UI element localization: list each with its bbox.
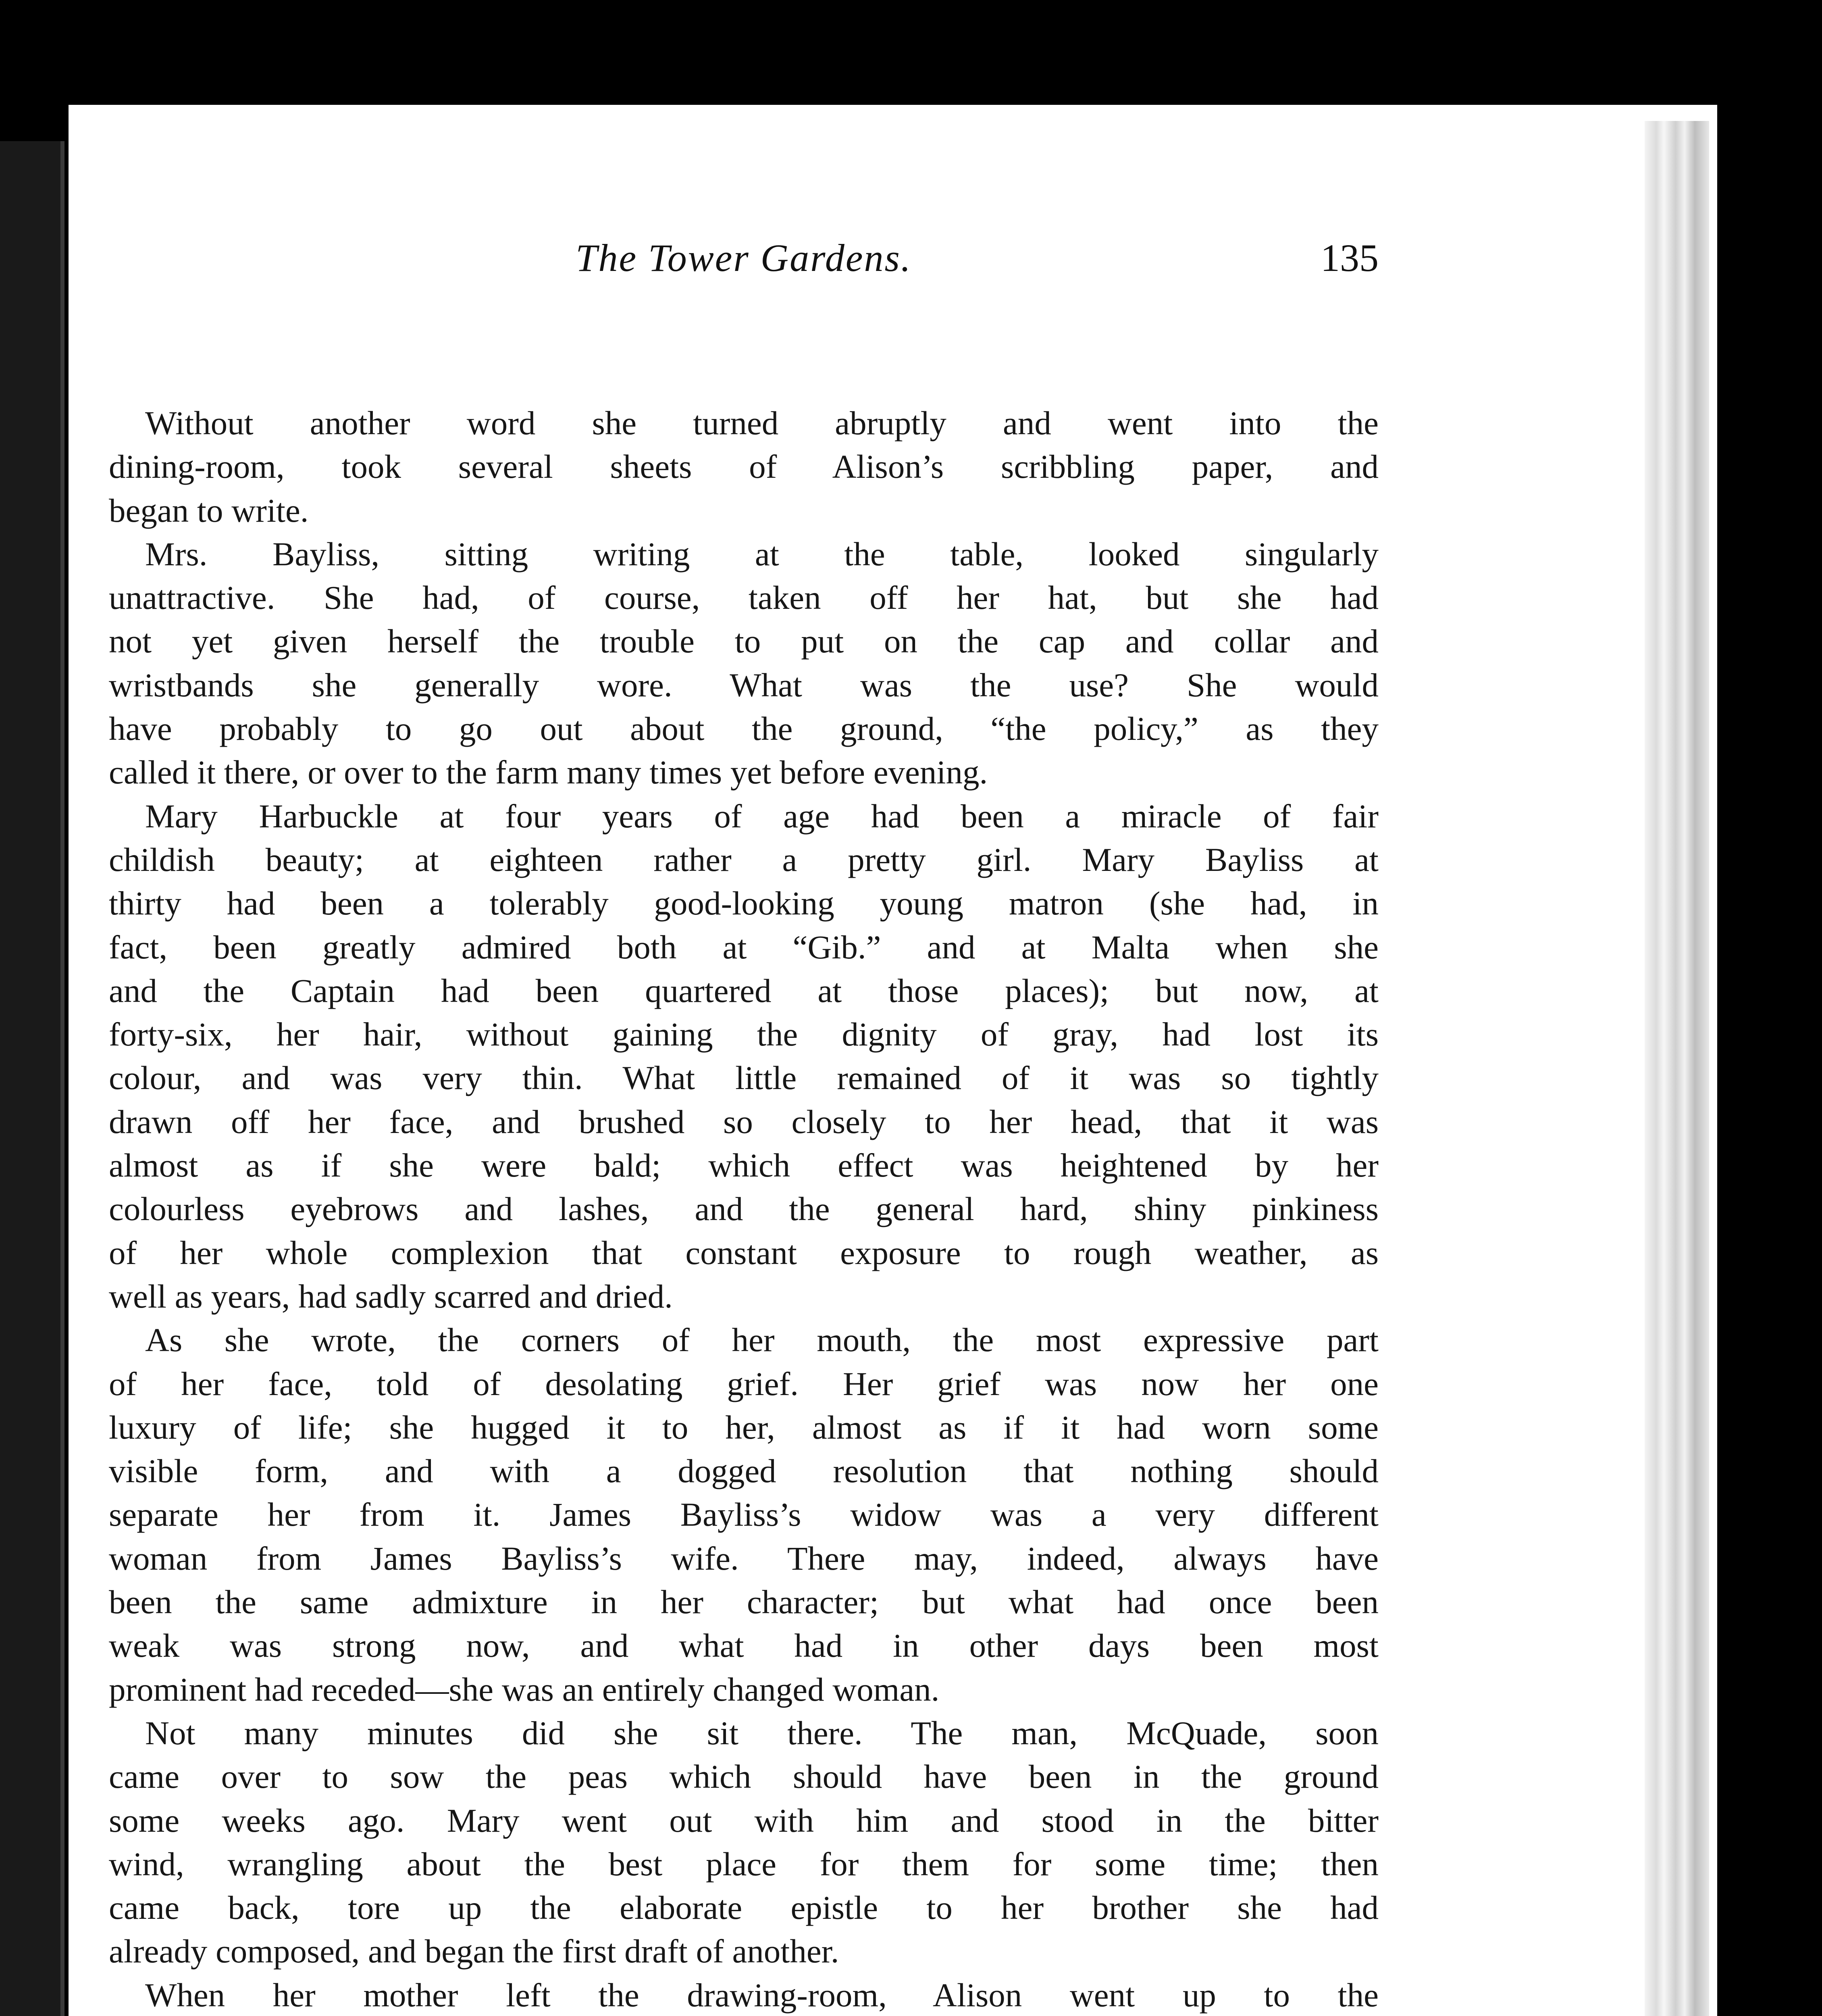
text-line: colourless eyebrows and lashes, and the general hard, shiny pinkiness	[109, 1190, 1379, 1228]
text-line: not yet given herself the trouble to put on the cap and collar and	[109, 623, 1379, 660]
text-line: As she wrote, the corners of her mouth, the most expressive part	[145, 1321, 1379, 1359]
text-line: prominent had receded—she was an entirely changed woman.	[109, 1670, 940, 1708]
text-line: wind, wrangling about the best place for them for some time; then	[109, 1845, 1379, 1883]
page-number: 135	[1321, 236, 1379, 279]
text-line: called it there, or over to the farm many times yet before evening.	[109, 754, 988, 791]
running-head	[109, 220, 1379, 296]
text-line: already composed, and began the first draft of another.	[109, 1933, 839, 1970]
text-line: visible form, and with a dogged resolution that nothing should	[109, 1452, 1379, 1490]
text-line: Mary Harbuckle at four years of age had been a miracle of fair	[145, 797, 1379, 835]
text-line: some weeks ago. Mary went out with him and stood in the bitter	[109, 1801, 1379, 1839]
text-line: luxury of life; she hugged it to her, almost as if it had worn some	[109, 1408, 1379, 1446]
text-line: weak was strong now, and what had in other days been most	[109, 1627, 1379, 1664]
text-line: of her face, told of desolating grief. Her grief was now her one	[109, 1365, 1379, 1402]
text-line: colour, and was very thin. What little remained of it was so tightly	[109, 1059, 1379, 1097]
text-line: When her mother left the drawing-room, Alison went up to the	[145, 1976, 1379, 2014]
text-line: drawn off her face, and brushed so closely to her head, that it was	[109, 1103, 1379, 1140]
facing-page-edge	[0, 141, 64, 2016]
text-line: Not many minutes did she sit there. The man, McQuade, soon	[145, 1714, 1379, 1752]
text-line: unattractive. She had, of course, taken off her hat, but she had	[109, 579, 1379, 616]
text-line: wristbands she generally wore. What was the use? She would	[109, 666, 1379, 704]
text-line: fact, been greatly admired both at “Gib.” and at Malta when she	[109, 928, 1379, 966]
text-line: and the Captain had been quartered at those places); but now, at	[109, 972, 1379, 1009]
text-line: Without another word she turned abruptly and went into the	[145, 404, 1379, 442]
running-head-title: The Tower Gardens.	[576, 236, 912, 279]
text-line: separate her from it. James Bayliss’s widow was a very different	[109, 1496, 1379, 1533]
text-line: Mrs. Bayliss, sitting writing at the table, looked singularly	[145, 535, 1379, 573]
page-fore-edge	[1645, 121, 1709, 2016]
text-line: came over to sow the peas which should have been in the ground	[109, 1758, 1379, 1795]
text-line: well as years, had sadly scarred and dried.	[109, 1277, 673, 1315]
text-line: been the same admixture in her character; but what had once been	[109, 1583, 1379, 1621]
text-line: thirty had been a tolerably good-looking young matron (she had, in	[109, 885, 1379, 922]
text-line: of her whole complexion that constant exposure to rough weather, as	[109, 1234, 1379, 1271]
text-line: have probably to go out about the ground, “the policy,” as they	[109, 710, 1379, 748]
text-line: began to write.	[109, 492, 309, 529]
text-line: childish beauty; at eighteen rather a pretty girl. Mary Bayliss at	[109, 841, 1379, 878]
text-line: woman from James Bayliss’s wife. There may, indeed, always have	[109, 1539, 1379, 1577]
text-line: almost as if she were bald; which effect was heightened by her	[109, 1147, 1379, 1184]
text-line: came back, tore up the elaborate epistle to her brother she had	[109, 1889, 1379, 1926]
body-text	[109, 401, 1379, 2016]
text-line: forty-six, her hair, without gaining the dignity of gray, had lost its	[109, 1016, 1379, 1053]
text-line: dining-room, took several sheets of Alison’s scribbling paper, and	[109, 448, 1379, 485]
